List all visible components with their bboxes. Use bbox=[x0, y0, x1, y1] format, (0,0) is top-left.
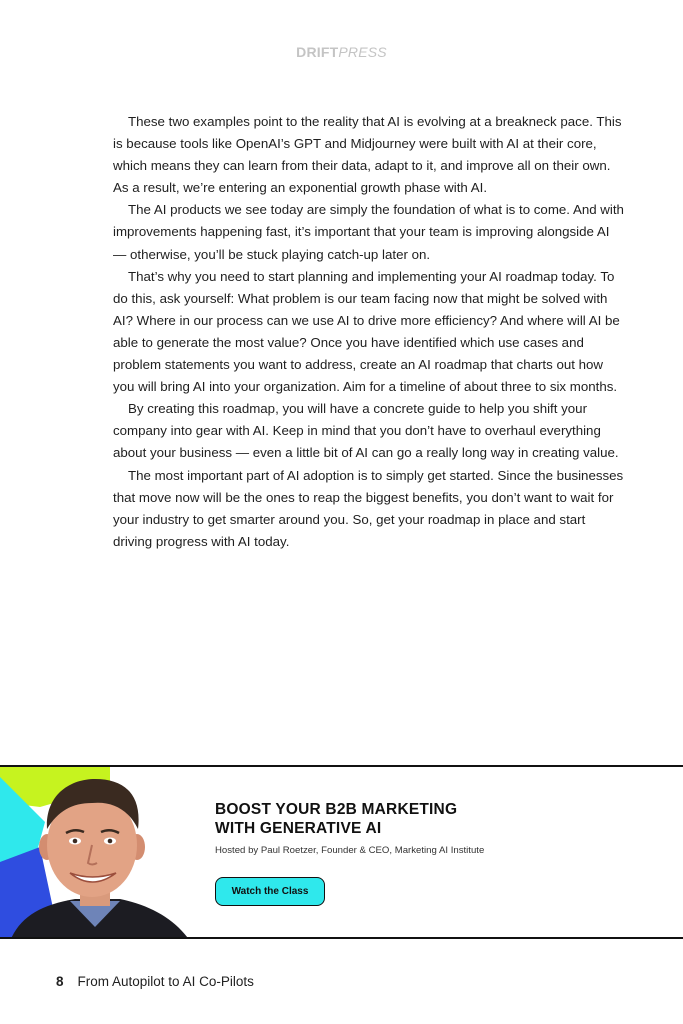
book-title: From Autopilot to AI Co-Pilots bbox=[77, 974, 254, 989]
article-body bbox=[113, 111, 625, 553]
publisher-logo bbox=[0, 44, 683, 60]
paragraph: These two examples point to the reality that AI is evolving at a breakneck pace. This is because tools like OpenAI’s GPT and Midjourney were built with AI at their core, which means they can learn from their data, adapt to it, and improve all on their own. As a result, we’re entering an exponential growth phase with AI. bbox=[113, 114, 622, 196]
paragraph: The AI products we see today are simply the foundation of what is to come. And with improvements happening fast, it’s important that your team is improving alongside AI — otherwise, you’ll be stuck playing catch-up later on. bbox=[113, 202, 624, 262]
page-number: 8 bbox=[56, 974, 64, 989]
logo-press: PRESS bbox=[338, 44, 387, 60]
logo-drift: DRIFT bbox=[296, 44, 339, 60]
host-photo bbox=[0, 767, 200, 939]
page-footer bbox=[56, 974, 254, 989]
promo-title-line-1: BOOST YOUR B2B MARKETING bbox=[215, 801, 458, 818]
promo-title bbox=[215, 800, 457, 838]
promo-host-credit: Hosted by Paul Roetzer, Founder & CEO, Marketing AI Institute bbox=[215, 845, 485, 856]
promo-title-line-2: WITH GENERATIVE AI bbox=[215, 820, 382, 837]
paragraph: That’s why you need to start planning and implementing your AI roadmap today. To do this, ask yourself: What problem is our team facing now that might be solved with AI? Where in our process can we use AI to drive more efficiency? And where will AI be able to generate the most value? Once you have identified which use cases and problem statements you want to address, create an AI roadmap that charts out how you will bring AI into your organization. Aim for a timeline of about three to six months. bbox=[113, 268, 620, 395]
paragraph: The most important part of AI adoption is to simply get started. Since the businesses that move now will be the ones to reap the biggest benefits, you don’t want to wait for your industry to get smarter around you. So, get your roadmap in place and start driving progress with AI today. bbox=[113, 467, 624, 549]
promo-banner bbox=[0, 765, 683, 939]
paragraph: By creating this roadmap, you will have a concrete guide to help you shift your company into gear with AI. Keep in mind that you don’t have to overhaul everything about your business — even a little bit of AI can go a really long way in creating value. bbox=[113, 401, 619, 461]
watch-class-button[interactable]: Watch the Class bbox=[215, 877, 325, 906]
